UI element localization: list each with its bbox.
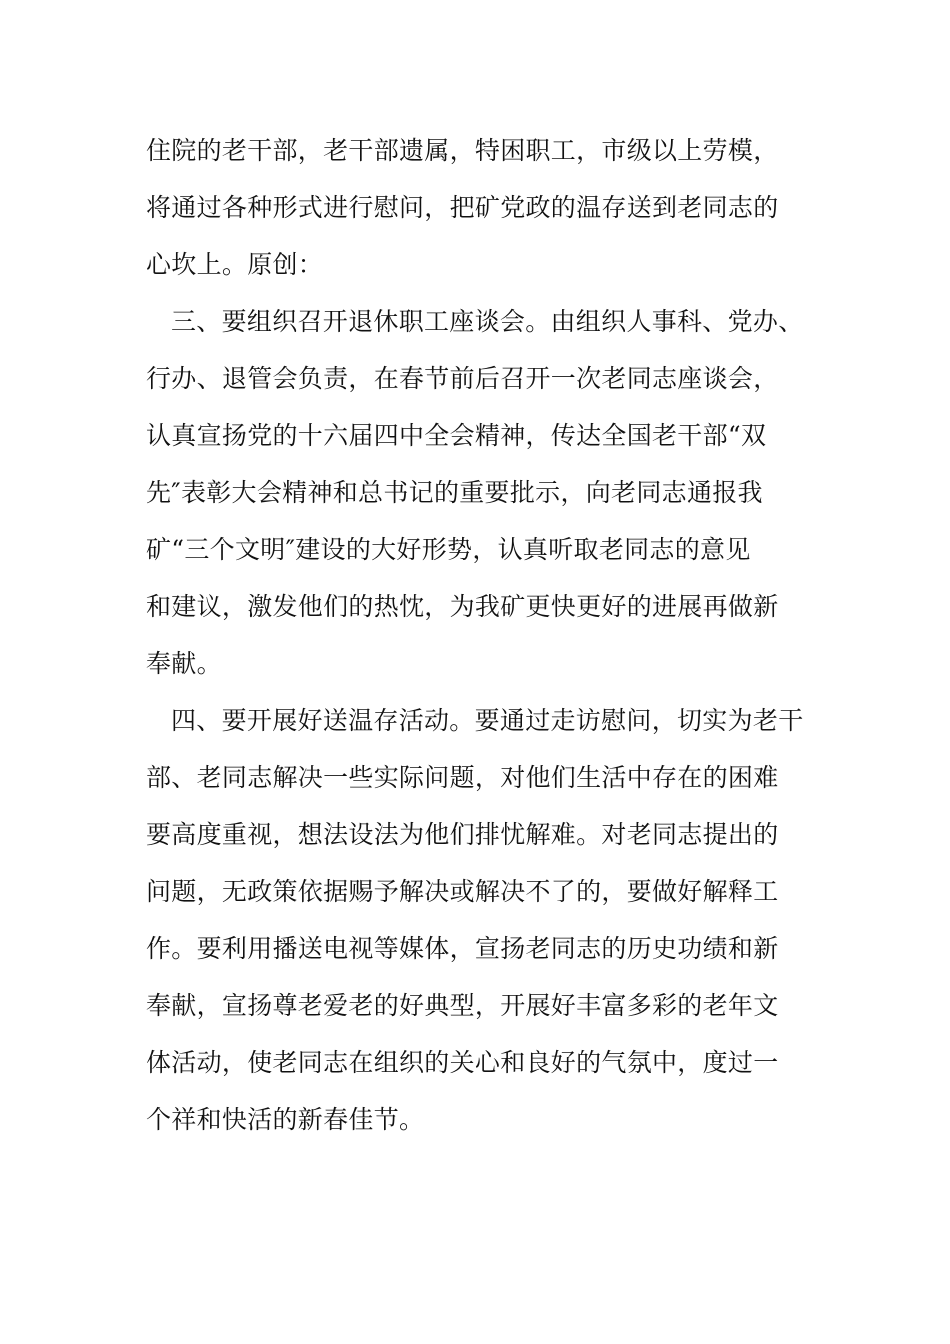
text-line: 认真宣扬党的十六届四中全会精神，传达全国老干部“双 xyxy=(146,421,767,450)
text-line: 心坎上。原创： xyxy=(146,250,324,279)
text-line: 作。要利用播送电视等媒体，宣扬老同志的历史功绩和新 xyxy=(146,934,779,963)
text-line: 先″表彰大会精神和总书记的重要批示，向老同志通报我 xyxy=(146,478,763,507)
text-line: 四、要开展好送温存活动。要通过走访慰问，切实为老干 xyxy=(171,706,804,735)
text-line: 行办、退管会负责，在春节前后召开一次老同志座谈会， xyxy=(146,364,779,393)
text-line: 将通过各种形式进行慰问，把矿党政的温存送到老同志的 xyxy=(146,193,779,222)
text-line: 要高度重视，想法设法为他们排忧解难。对老同志提出的 xyxy=(146,820,779,849)
text-line: 奉献，宣扬尊老爱老的好典型，开展好丰富多彩的老年文 xyxy=(146,991,779,1020)
text-line: 和建议，激发他们的热忱，为我矿更快更好的进展再做新 xyxy=(146,592,779,621)
text-line: 奉献。 xyxy=(146,649,222,678)
text-line: 矿“三个文明″建设的大好形势，认真听取老同志的意见 xyxy=(146,535,751,564)
text-line: 问题，无政策依据赐予解决或解决不了的，要做好解释工 xyxy=(146,877,779,906)
text-line: 住院的老干部，老干部遗属，特困职工，市级以上劳模， xyxy=(146,136,779,165)
text-line: 体活动，使老同志在组织的关心和良好的气氛中，度过一 xyxy=(146,1048,779,1077)
text-line: 三、要组织召开退休职工座谈会。由组织人事科、党办、 xyxy=(171,307,804,336)
text-line: 个祥和快活的新春佳节。 xyxy=(146,1105,425,1134)
text-line: 部、老同志解决一些实际问题，对他们生活中存在的困难 xyxy=(146,763,779,792)
